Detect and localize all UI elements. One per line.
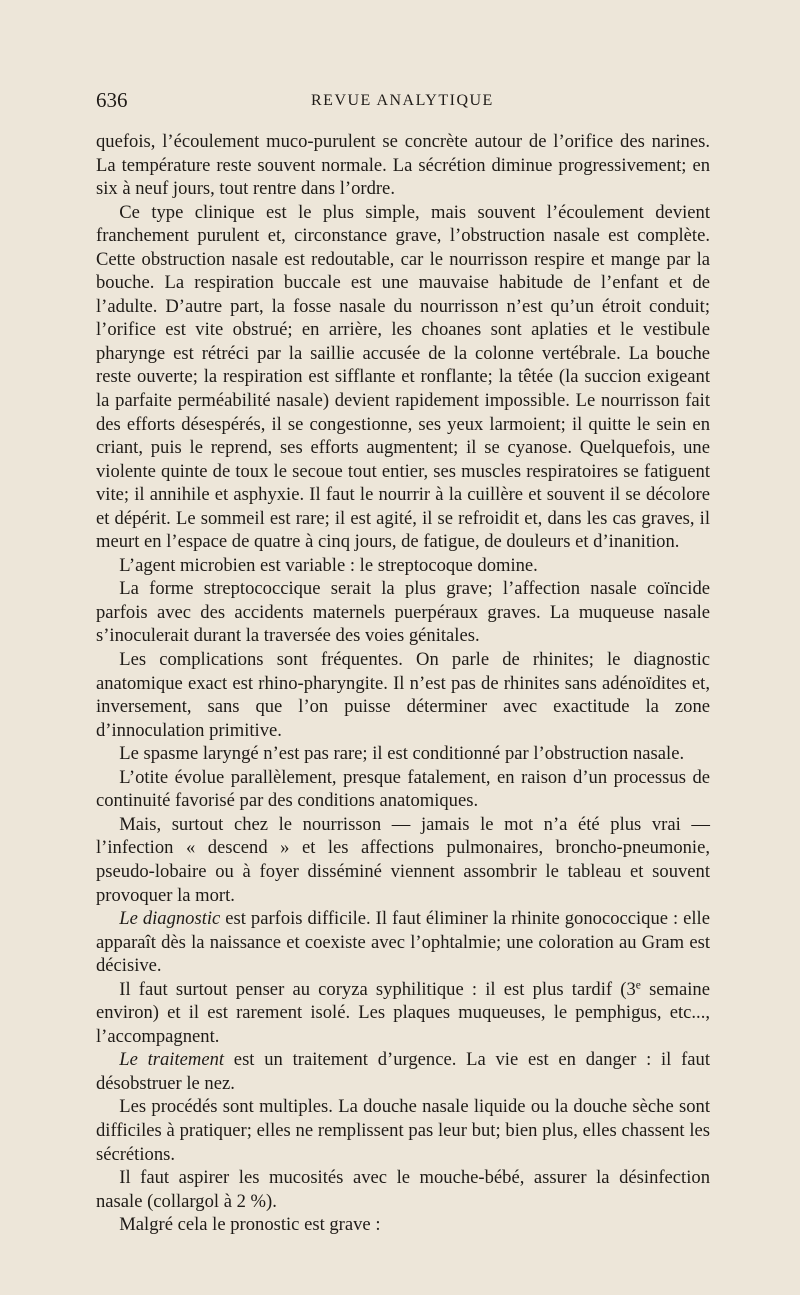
paragraph-otite: L’otite évolue parallèlement, presque fatalement, en raison d’un processus de continuité favorisé par des conditions anatomiques. [96,766,710,812]
paragraph-aspirer: Il faut aspirer les mucosités avec le mouche-bébé, assurer la désinfection nasale (collargol à 2 %). [96,1167,710,1212]
paragraph-agent: L’agent microbien est variable : le streptocoque domine. [119,554,538,576]
paragraph-obstruction: Ce type clinique est le plus simple, mais souvent l’écoulement devient franchement purulent et, circonstance grave, l’obstruction nasale est complète. Cette obstruction nasale est redoutable, car le nourrisson respire et mange par la bouche. La respiration buccale est une mauvaise habitude de l’enfant et de l’adulte. D’autre part, la fosse nasale du nourrisson n’est qu’un étroit conduit; l’orifice est vite obstrué; en arrière, les choanes sont aplaties et le vestibule pharynge est rétréci par la saillie accusée de la colonne vertébrale. La bouche reste ouverte; la respiration est sifflante et ronflante; la têtée (la succion exigeant la parfaite perméabilité nasale) devient rapidement impossible. Le nourrisson fait des efforts désespérés, il se congestionne, ses yeux larmoient; il quitte le sein en criant, puis le reprend, ses efforts augmentent; il se cyanose. Quelquefois, une violente quinte de toux le secoue tout entier, ses muscles respiratoires se fatiguent vite; il annihile et asphyxie. Il faut le nourrir à la cuillère et souvent il se décolore et dépérit. Le sommeil est rare; il est agité, il se refroidit et, dans les cas graves, il meurt en l’espace de quatre à cinq jours, de fatigue, de douleurs et d’inanition. [96,201,710,553]
superscript: e [635,979,641,992]
paragraph-streptococcique: La forme streptococcique serait la plus grave; l’affection nasale coïncide parfois avec des accidents maternels puerpéraux graves. La muqueuse nasale s’inoculerait durant la traversée des voies génitales. [96,578,710,647]
article-body [96,130,710,1237]
syphilis-before: Il faut surtout penser au coryza syphilitique : il est plus tardif (3 [119,978,636,1000]
traitement-term: Le traitement [119,1049,225,1071]
page-number: 636 [96,88,128,112]
page-header [96,88,704,114]
paragraph-complications: Les complications sont fréquentes. On parle de rhinites; le diagnostic anatomique exact est rhino-pharyngite. Il n’est pas de rhinites sans adénoïdites et, inversement, sans que l’on puisse déterminer avec exactitude la zone d’innoculation primitive. [96,649,710,741]
paragraph-pulmonaire: Mais, surtout chez le nourrisson — jamais le mot n’a été plus vrai — l’infection « descend » et les affections pulmonaires, broncho-pneumonie, pseudo-lobaire ou à foyer disséminé viennent assombrir le tableau et souvent provoquer la mort. [96,813,710,906]
syphilis-after: semaine environ) et il est rarement isolé. Les plaques muqueuses, le pemphigus, etc..., l’accompagnent. [96,978,710,1047]
traitement-text: est un traitement d’urgence. La vie est en danger : il faut désobstruer le nez. [96,1049,711,1094]
paragraph-spasme: Le spasme laryngé n’est pas rare; il est conditionné par l’obstruction nasale. [119,743,685,765]
diagnostic-term: Le diagnostic [119,908,221,930]
paragraph-continued: quefois, l’écoulement muco-purulent se concrète autour de l’orifice des narines. La température reste souvent normale. La sécrétion diminue progressivement; en six à neuf jours, tout rentre dans l’ordre. [96,131,710,200]
running-head: REVUE ANALYTIQUE [311,92,494,109]
diagnostic-text: est parfois difficile. Il faut éliminer la rhinite gonococcique : elle apparaît dès la naissance et coexiste avec l’ophtalmie; une coloration au Gram est décisive. [96,908,710,977]
paragraph-diagnostic [96,907,710,978]
paragraph-traitement [96,1048,710,1095]
paragraph-procedes: Les procédés sont multiples. La douche nasale liquide ou la douche sèche sont difficiles à pratiquer; elles ne remplissent pas leur but; bien plus, elles chassent les sécrétions. [96,1096,710,1165]
paragraph-syphilis [96,978,710,1049]
paragraph-pronostic: Malgré cela le pronostic est grave : [119,1214,381,1236]
